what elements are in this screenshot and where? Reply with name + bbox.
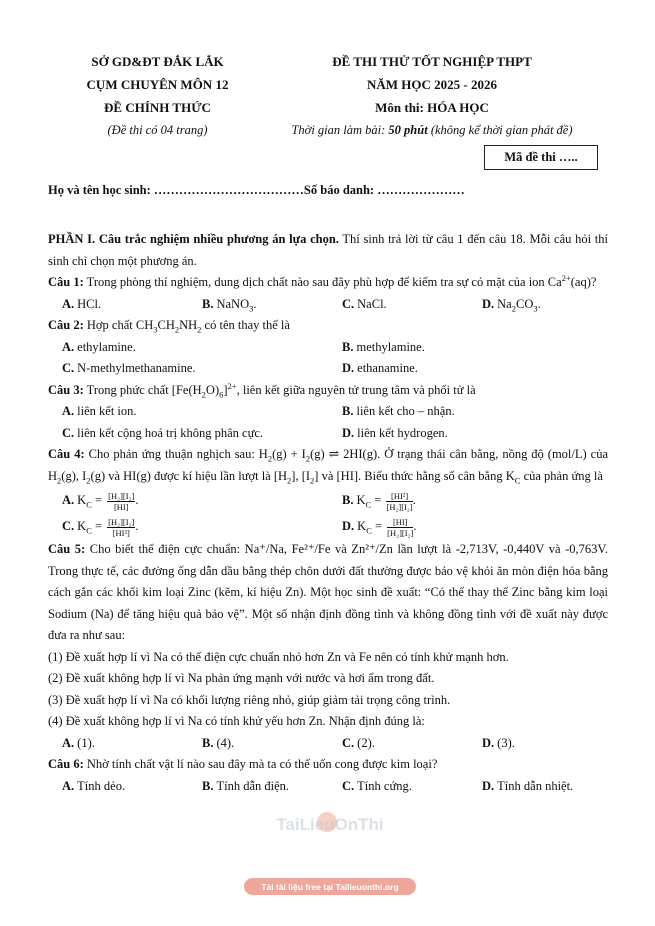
- option-b: B. Tính dẫn điện.: [202, 778, 290, 793]
- watermark-text: TaiLieuOnThi: [276, 815, 384, 834]
- question-2-options-row2: [48, 358, 608, 380]
- question-4-options-row2: [48, 513, 608, 539]
- option-b: B. (4).: [202, 735, 235, 750]
- cluster-name: CỤM CHUYÊN MÔN 12: [86, 77, 229, 92]
- department-name: SỞ GD&ĐT ĐẮK LẮK: [91, 54, 224, 69]
- statement-3: (3) Đề xuất hợp lí vì Na có khối lượng riêng nhỏ, giúp giảm tải trọng công trình.: [48, 692, 451, 707]
- option-d: D. (3).: [482, 735, 515, 750]
- option-b: B. $K_C$ = $\frac{\text{[HI²]}}{\text{[H₂][I₂]}}$ .: [342, 490, 416, 512]
- official-label: ĐỀ CHÍNH THỨC: [104, 100, 211, 115]
- option-a: A. Tính dẻo.: [62, 778, 126, 793]
- option-d: D. ethanamine.: [342, 361, 418, 375]
- download-banner-link[interactable]: Tải tài liệu free tại Tailieuonthi.org: [244, 878, 416, 895]
- question-1-options: [48, 294, 608, 316]
- option-c: C. NaCl.: [342, 296, 387, 311]
- question-5-options: [48, 733, 608, 755]
- question-2-options-row1: [48, 337, 608, 359]
- question-6-options: [48, 776, 608, 798]
- question-1: Câu 1: Trong phòng thí nghiệm, dung dịch chất nào sau đây phù hợp để kiểm tra sự có mặt của ion $Ca^{2+}(aq)$?: [48, 272, 597, 289]
- fraction: $\frac{\text{[H₂][I₂]}}{[HI]}$: [108, 490, 135, 512]
- exam-body: [48, 229, 608, 797]
- statement-1: (1) Đề xuất hợp lí vì Na có thế điện cực chuẩn nhỏ hơn Zn và Fe nên có tính khử mạnh hơn.: [48, 649, 509, 664]
- option-d: D. liên kết hydrogen.: [342, 425, 448, 440]
- exam-title: ĐỀ THI THỬ TỐT NGHIỆP THPT: [332, 54, 532, 69]
- exam-code-box: Mã đề thi …..: [484, 145, 598, 170]
- option-a: A. ethylamine.: [62, 339, 136, 354]
- statement-2: (2) Đề xuất không hợp lí vì Na phản ứng mạnh với nước và hơi ẩm trong đất.: [48, 671, 435, 685]
- page-count-note: (Đề thi có 04 trang): [107, 123, 208, 137]
- school-year: NĂM HỌC 2025 - 2026: [367, 77, 497, 92]
- option-c: C. liên kết cộng hoá trị không phân cực.: [62, 425, 264, 440]
- question-3: Câu 3: Trong phức chất $[Fe(H_2O)_6]^{2+}$, liên kết giữa nguyên tử trung tâm và phối tử là: [48, 380, 476, 399]
- question-6: Câu 6: Nhờ tính chất vật lí nào sau đây mà ta có thể uốn cong được kim loại?: [48, 757, 438, 771]
- time-note: Thời gian làm bài: 50 phút (không kể thời gian phát đề): [291, 123, 573, 137]
- fraction: $\frac{\text{[H₂][I₂]}}{\text{[HI²]}}$: [108, 516, 135, 538]
- option-c: C. Tính cứng.: [342, 778, 412, 793]
- option-a: A. liên kết ion.: [62, 404, 137, 418]
- option-b: B. liên kết cho – nhận.: [342, 404, 455, 418]
- option-b: B. NaNO$_3$.: [202, 296, 257, 313]
- option-c: C. (2).: [342, 735, 375, 750]
- option-d: D. Tính dẫn nhiệt.: [482, 778, 574, 793]
- header-left: [55, 50, 260, 142]
- part1-heading: PHẦN I. Câu trắc nghiệm nhiều phương án lựa chọn. Thí sinh trả lời từ câu 1 đến câu 18. Mỗi câu hỏi thí sinh chỉ chọn một phương án.: [48, 232, 608, 268]
- fraction: $\frac{[HI]}{\text{[H₂][I₂]}}$: [387, 516, 414, 538]
- question-4: Câu 4: Cho phản ứng thuận nghịch sau: $H_2(g) + I_2(g)$ ⇌ 2HI(g). Ở trạng thái cân bằng, nồng độ (mol/L) của $H_2(g)$, $I_2(g)$ và HI(g) được kí hiệu lần lượt là $[H_2]$, $[I_2]$ và [HI]. Biểu thức hằng số cân bằng $K_C$ của phản ứng là: [48, 447, 608, 485]
- subject: Môn thi: HÓA HỌC: [375, 100, 489, 115]
- option-b: B. methylamine.: [342, 339, 425, 354]
- option-c: C. N-methylmethanamine.: [62, 361, 196, 375]
- option-c: C. $K_C$ = $\frac{\text{[H₂][I₂]}}{\text{[HI²]}}$ .: [62, 516, 139, 538]
- option-a: A. (1).: [62, 735, 95, 750]
- statement-4: (4) Đề xuất không hợp lí vì Na có tính khử yếu hơn Zn. Nhận định đúng là:: [48, 714, 425, 728]
- header-right: [262, 50, 602, 142]
- option-a: A. $K_C$ = $\frac{\text{[H₂][I₂]}}{[HI]}$ .: [62, 490, 139, 512]
- question-3-options-row2: [48, 423, 608, 445]
- question-2: Câu 2: Hợp chất $CH_3CH_2NH_2$ có tên thay thế là: [48, 318, 290, 335]
- question-5: Câu 5: Cho biết thế điện cực chuẩn: Na⁺/Na, Fe²⁺/Fe và Zn²⁺/Zn lần lượt là -2,713V, -0,440V và -0,763V. Trong thực tế, các đường ống dẫn dầu bằng thép chôn dưới đất thường được bảo vệ khỏi ăn mòn điện hóa bằng cách gắn các khối kim loại Zinc (kẽm, kí hiệu Zn). Một học sinh đề xuất: “Có thể thay thế Zinc bằng kim loại Sodium (Na) để tăng hiệu quả bảo vệ”. Một số nhận định đồng tình và không đồng tình với đề xuất này được đưa ra như sau:: [48, 542, 608, 642]
- question-3-options-row1: [48, 401, 608, 423]
- fraction: $\frac{\text{[HI²]}}{\text{[H₂][I₂]}}$: [386, 490, 413, 512]
- option-d: D. $Na_2CO_3$.: [482, 296, 541, 313]
- student-info-line: Họ và tên học sinh: ………………………………Số báo danh: …………………: [48, 183, 465, 197]
- option-a: A. HCl.: [62, 296, 102, 311]
- option-d: D. $K_C$ = $\frac{[HI]}{\text{[H₂][I₂]}}$ .: [342, 516, 417, 538]
- question-4-options-row1: [48, 487, 608, 513]
